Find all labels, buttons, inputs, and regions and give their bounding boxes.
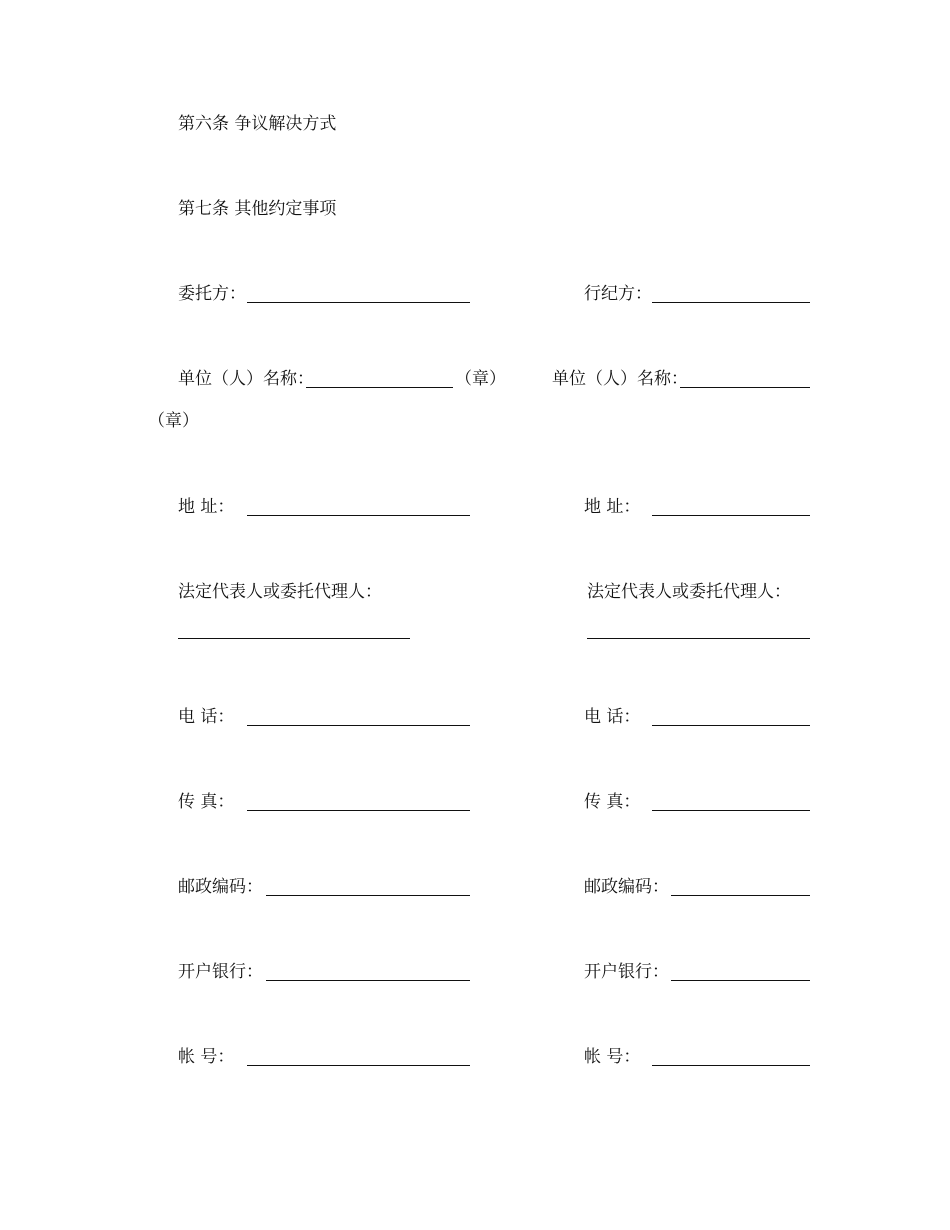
client-phone-label: 电 话： (178, 707, 235, 727)
client-unit-name-label: 单位（人）名称： (178, 369, 314, 389)
agent-account-blank[interactable] (652, 1065, 810, 1066)
agent-postcode-blank[interactable] (671, 895, 810, 896)
agent-bank-blank[interactable] (671, 980, 810, 981)
client-address-label: 地 址： (178, 497, 235, 517)
article-7-heading: 第七条 其他约定事项 (178, 199, 337, 219)
client-blank[interactable] (247, 302, 470, 303)
article-6-heading: 第六条 争议解决方式 (178, 114, 337, 134)
agent-representative-blank[interactable] (587, 638, 810, 639)
client-address-blank[interactable] (247, 515, 470, 516)
agent-seal-mark: （章） (148, 411, 199, 431)
client-bank-blank[interactable] (266, 980, 470, 981)
agent-label: 行纪方： (584, 284, 652, 304)
client-phone-blank[interactable] (247, 725, 470, 726)
agent-representative-label: 法定代表人或委托代理人： (587, 582, 791, 602)
agent-phone-label: 电 话： (584, 707, 641, 727)
agent-phone-blank[interactable] (652, 725, 810, 726)
client-label: 委托方： (178, 284, 246, 304)
client-bank-label: 开户银行： (178, 962, 263, 982)
client-postcode-label: 邮政编码： (178, 877, 263, 897)
agent-fax-blank[interactable] (652, 810, 810, 811)
client-unit-name-blank[interactable] (306, 387, 453, 388)
agent-postcode-label: 邮政编码： (584, 877, 669, 897)
client-account-label: 帐 号： (178, 1047, 235, 1067)
agent-address-blank[interactable] (652, 515, 810, 516)
agent-fax-label: 传 真： (584, 792, 641, 812)
client-fax-label: 传 真： (178, 792, 235, 812)
client-seal-mark: （章） (455, 369, 506, 389)
agent-blank[interactable] (652, 302, 810, 303)
agent-unit-name-label: 单位（人）名称： (552, 369, 688, 389)
client-postcode-blank[interactable] (266, 895, 470, 896)
client-fax-blank[interactable] (247, 810, 470, 811)
client-representative-label: 法定代表人或委托代理人： (178, 582, 382, 602)
client-representative-blank[interactable] (178, 638, 410, 639)
agent-address-label: 地 址： (584, 497, 641, 517)
agent-unit-name-blank[interactable] (680, 387, 810, 388)
client-account-blank[interactable] (247, 1065, 470, 1066)
agent-bank-label: 开户银行： (584, 962, 669, 982)
agent-account-label: 帐 号： (584, 1047, 641, 1067)
